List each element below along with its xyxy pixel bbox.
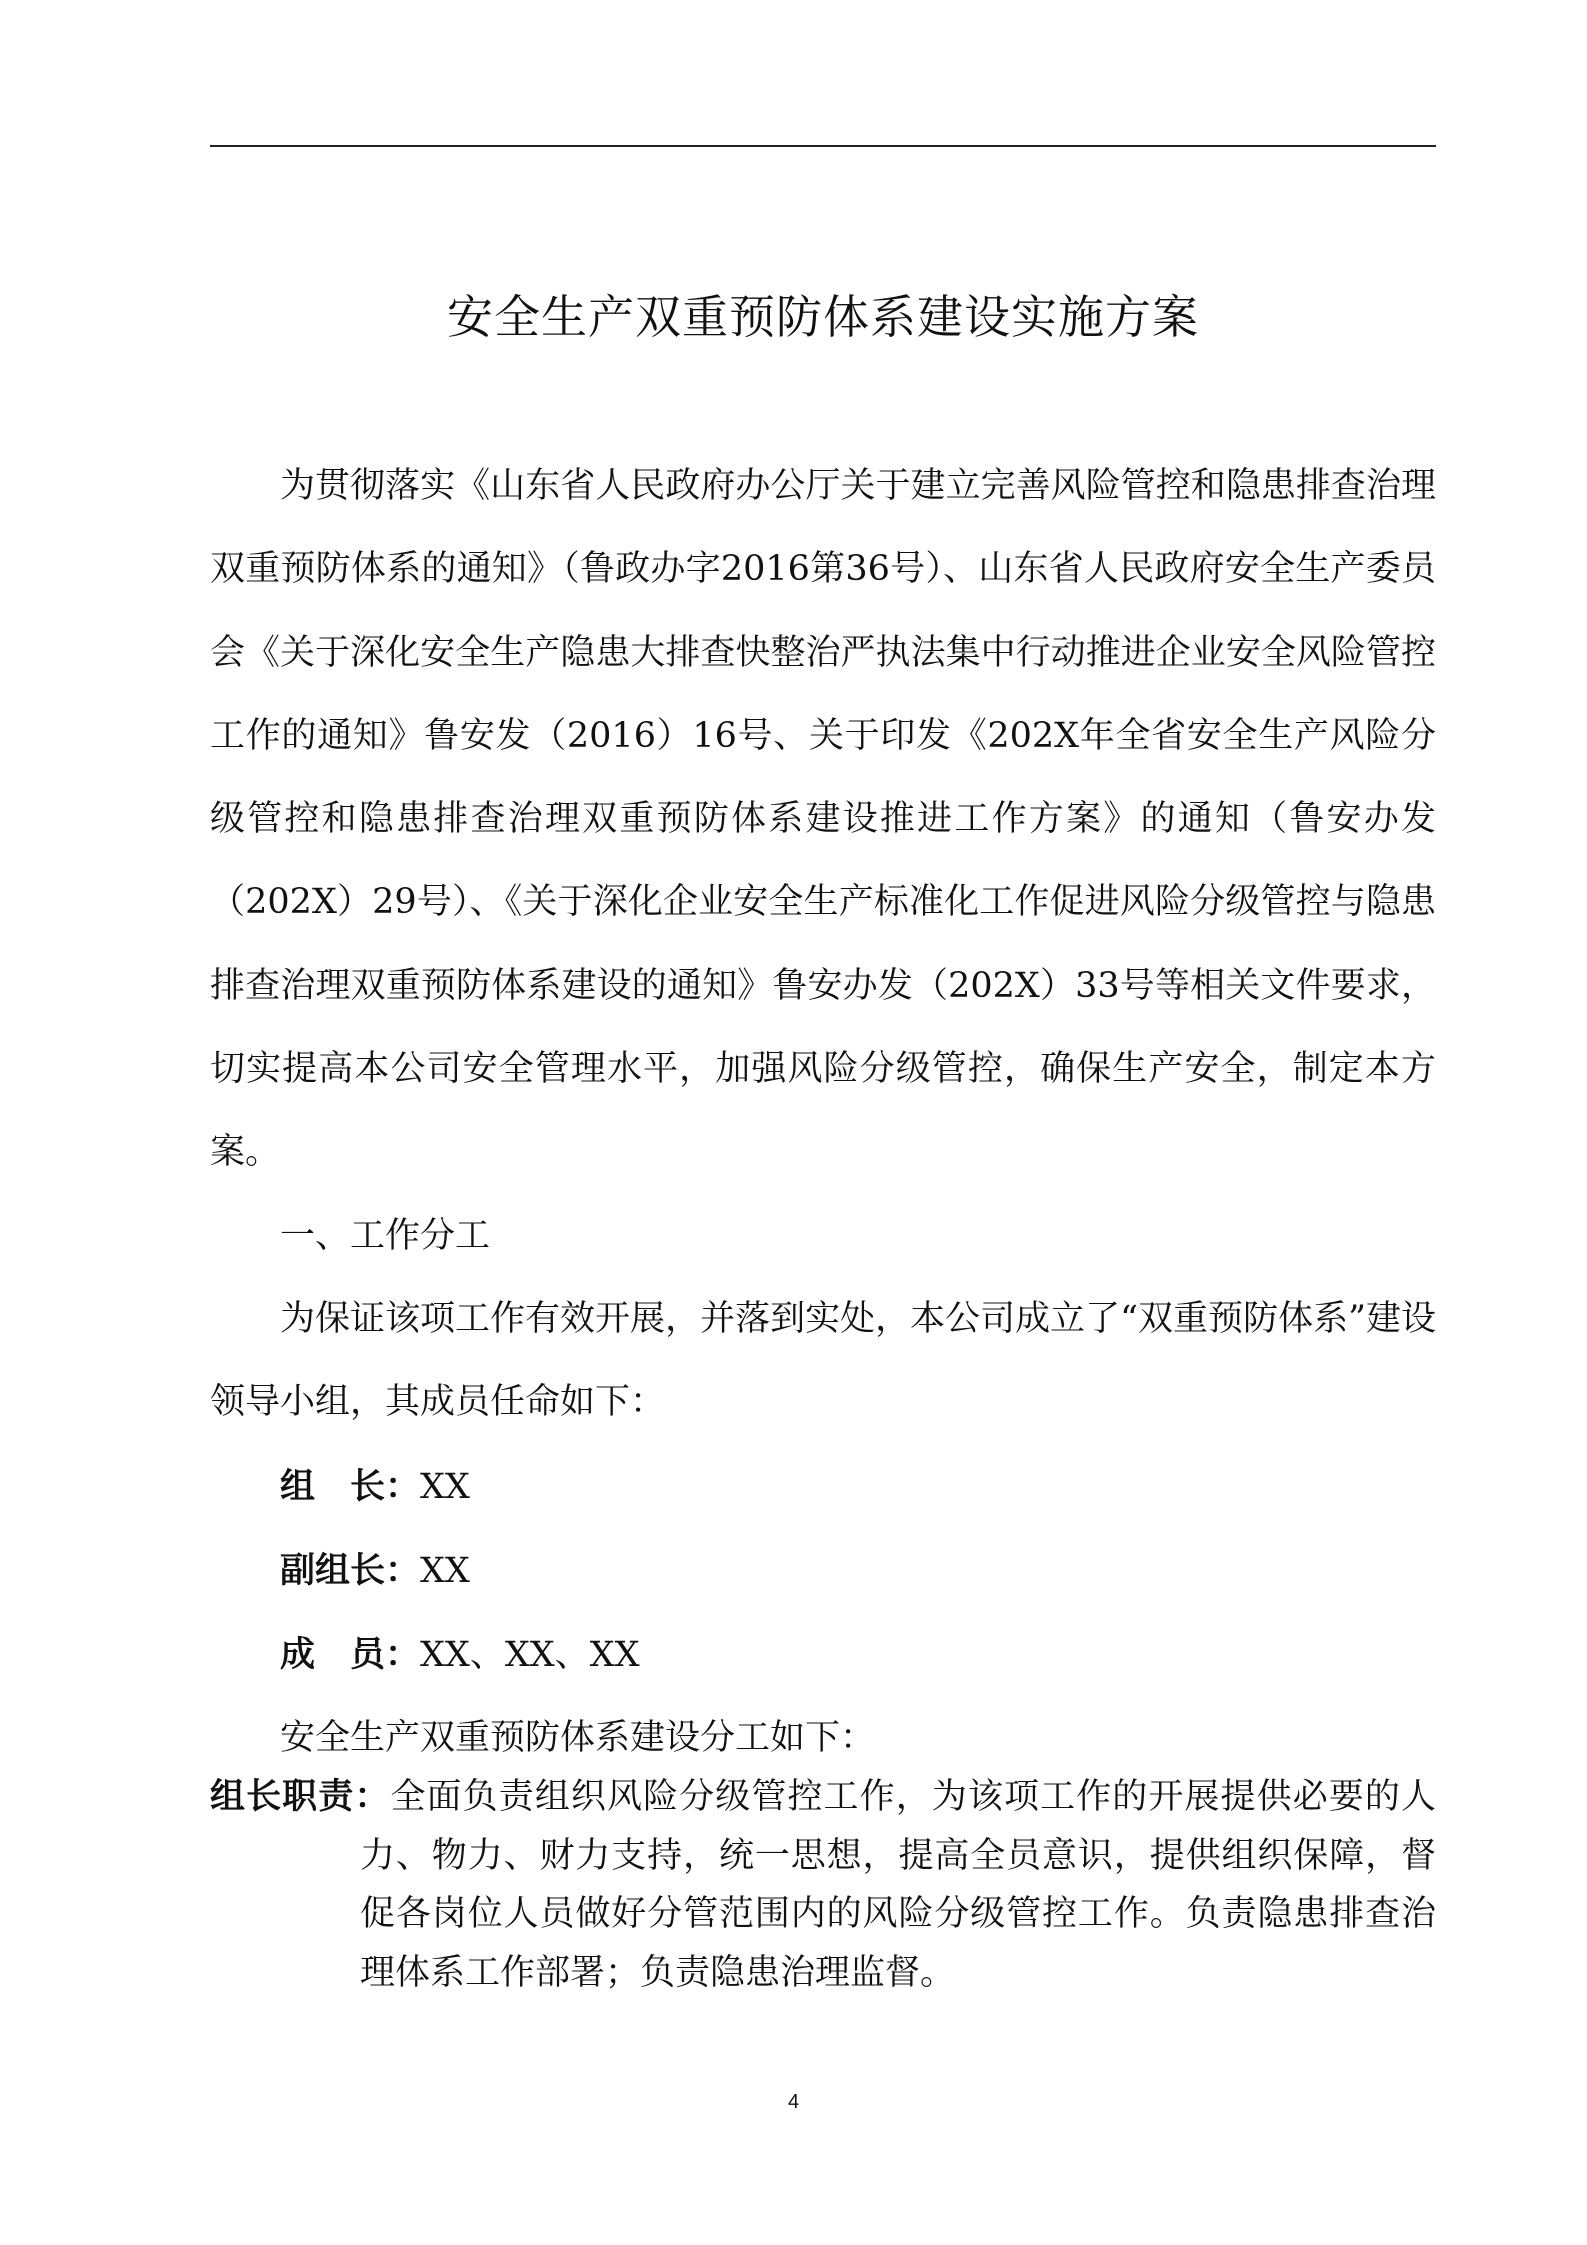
intro-paragraph: 为贯彻落实《山东省人民政府办公厅关于建立完善风险管控和隐患排查治理双重预防体系的通知》（鲁政办字2016第36号）、山东省人民政府安全生产委员会《关于深化安全生产隐患大排查快整治严执法集中行动推进企业安全风险管控工作的通知》鲁安发（2016）16号、关于印发《202X年全省安全生产风险分级管控和隐患排查治理双重预防体系建设推进工作方案》的通知（鲁安办发（202X）29号）、《关于深化企业安全生产标准化工作促进风险分级管控与隐患排查治理双重预防体系建设的通知》鲁安办发（202X）33号等相关文件要求，切实提高本公司安全管理水平，加强风险分级管控，确保生产安全，制定本方案。 bbox=[210, 466, 1436, 1173]
division-intro: 安全生产双重预防体系建设分工如下： bbox=[280, 1718, 876, 1759]
duty-text: 全面负责组织风险分级管控工作，为该项工作的开展提供必要的人力、物力、财力支持，统一思想，提高全员意识，提供组织保障，督促各岗位人员做好分管范围内的风险分级管控工作。负责隐患排查治理体系工作部署；负责隐患治理监督。 bbox=[360, 1777, 1436, 1993]
member-names: XX、XX、XX bbox=[420, 1635, 640, 1676]
document-body bbox=[210, 445, 1436, 1781]
member-role: 成 员： bbox=[280, 1634, 421, 1676]
member-line-members bbox=[210, 1613, 1436, 1697]
member-names: XX bbox=[420, 1550, 470, 1591]
member-role: 副组长： bbox=[280, 1549, 421, 1591]
member-line-leader bbox=[210, 1445, 1436, 1529]
leadership-group-paragraph: 为保证该项工作有效开展，并落到实处，本公司成立了“双重预防体系”建设领导小组，其成员任命如下： bbox=[210, 1298, 1436, 1423]
member-role: 组 长： bbox=[280, 1465, 421, 1507]
duty-label: 组长职责： bbox=[210, 1776, 391, 1817]
member-names: XX bbox=[420, 1466, 470, 1507]
duty-section bbox=[210, 1768, 1436, 2002]
section-heading-work-division: 一、工作分工 bbox=[280, 1215, 491, 1256]
duty-leader bbox=[210, 1768, 1436, 2002]
document-title: 安全生产双重预防体系建设实施方案 bbox=[447, 290, 1199, 344]
member-line-deputy-leader bbox=[210, 1529, 1436, 1613]
header-rule bbox=[210, 145, 1436, 147]
page-number: 4 bbox=[787, 2091, 800, 2113]
